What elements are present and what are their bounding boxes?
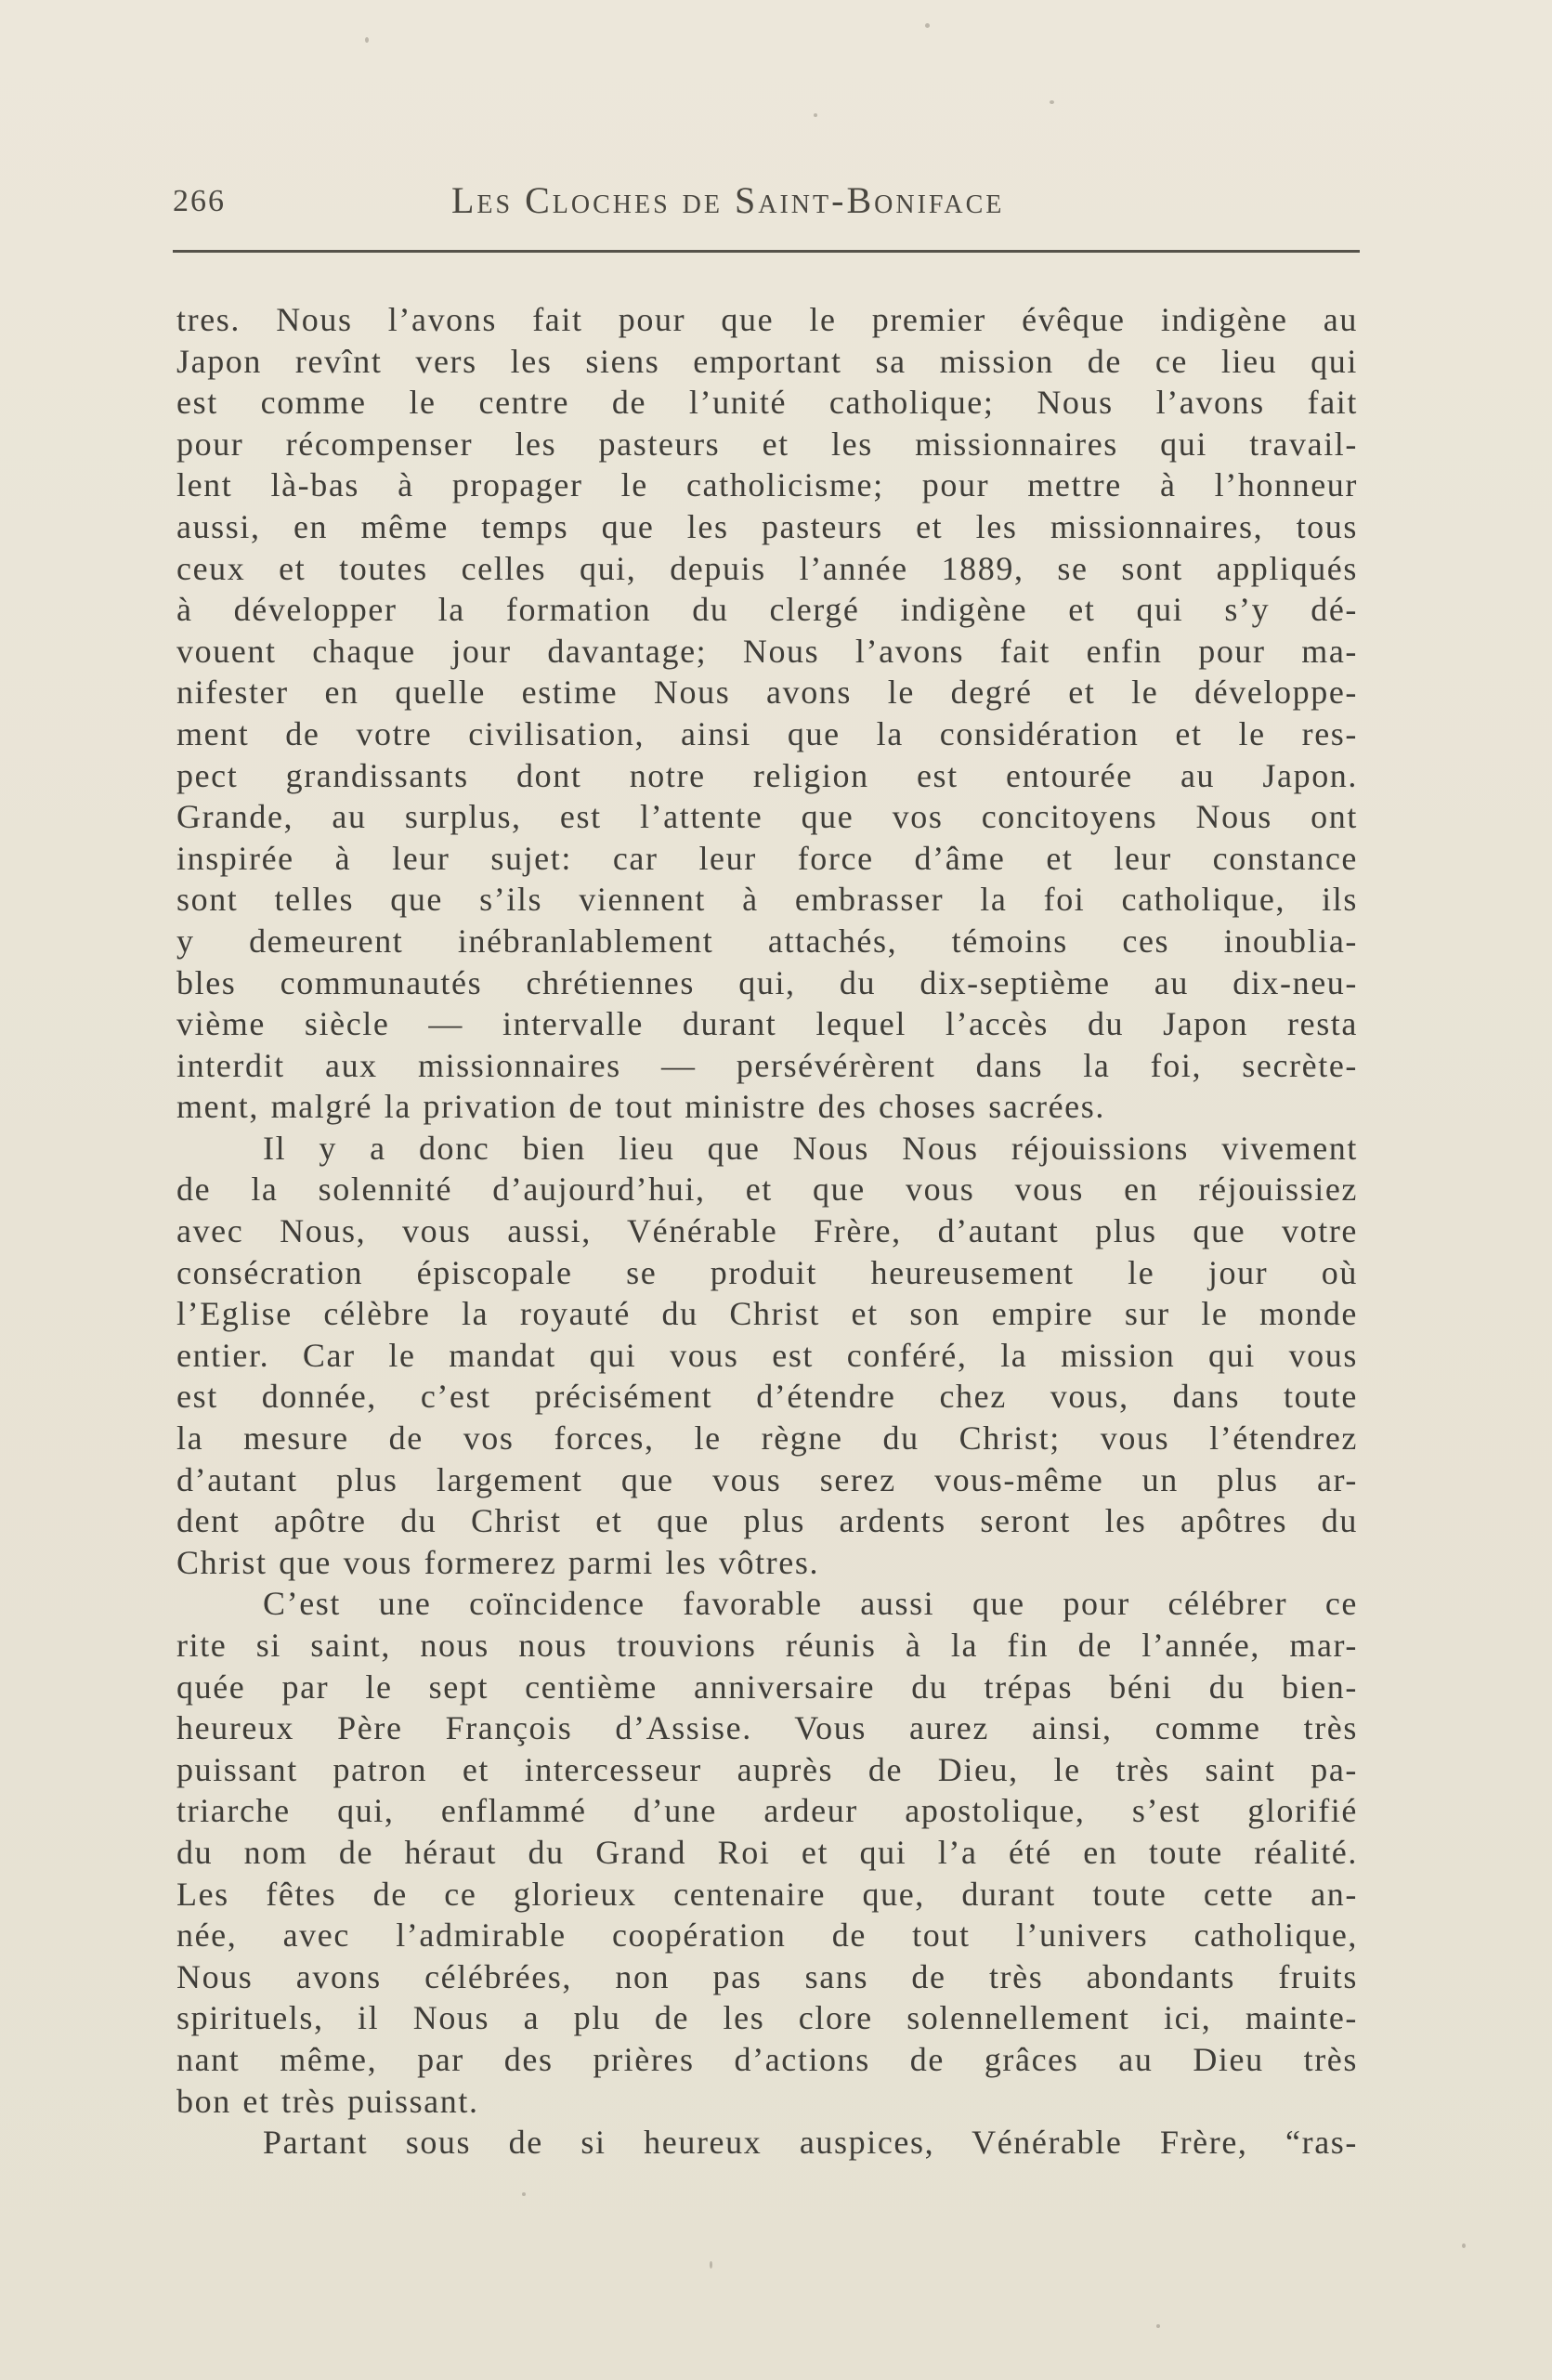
text-line: triarche qui, enflammé d’une ardeur apostolique, s’est glorifié <box>176 1792 1358 1830</box>
paper-speck <box>814 113 817 117</box>
text-line: pour récompenser les pasteurs et les missionnaires qui travail- <box>176 425 1358 463</box>
text-line: tres. Nous l’avons fait pour que le premier évêque indigène au <box>176 301 1358 338</box>
text-line: pect grandissants dont notre religion est entourée au Japon. <box>176 756 1358 794</box>
text-line: interdit aux missionnaires — persévérèrent dans la foi, secrète- <box>176 1046 1358 1084</box>
text-line: inspirée à leur sujet: car leur force d’âme et leur constance <box>176 839 1358 877</box>
text-line: sont telles que s’ils viennent à embrasser la foi catholique, ils <box>176 881 1358 919</box>
paper-speck <box>925 23 930 28</box>
text-line: nant même, par des prières d’actions de grâces au Dieu très <box>176 2040 1358 2078</box>
text-line: vouent chaque jour davantage; Nous l’avons fait enfin pour ma- <box>176 632 1358 670</box>
running-head: Les Cloches de Saint-Boniface <box>451 179 1005 221</box>
text-line: ment, malgré la privation de tout ministre des choses sacrées. <box>176 1088 1105 1126</box>
text-line: C’est une coïncidence favorable aussi que pour célébrer ce <box>263 1585 1358 1623</box>
text-line: lent là-bas à propager le catholicisme; pour mettre à l’honneur <box>176 466 1358 504</box>
text-line: aussi, en même temps que les pasteurs et les missionnaires, tous <box>176 507 1358 545</box>
body-text <box>176 299 1358 2164</box>
text-line: à développer la formation du clergé indigène et qui s’y dé- <box>176 591 1358 629</box>
text-line: y demeurent inébranlablement attachés, témoins ces inoublia- <box>176 922 1358 960</box>
text-line: entier. Car le mandat qui vous est conféré, la mission qui vous <box>176 1336 1358 1374</box>
text-line: Japon revînt vers les siens emportant sa mission de ce lieu qui <box>176 342 1358 380</box>
text-line: ment de votre civilisation, ainsi que la considération et le res- <box>176 714 1358 752</box>
text-line: vième siècle — intervalle durant lequel l’accès du Japon resta <box>176 1005 1358 1043</box>
text-line: spirituels, il Nous a plu de les clore solennellement ici, mainte- <box>176 1999 1358 2037</box>
text-line: quée par le sept centième anniversaire du trépas béni du bien- <box>176 1667 1358 1706</box>
text-line: Les fêtes de ce glorieux centenaire que, durant toute cette an- <box>176 1875 1358 1913</box>
header-rule <box>173 250 1360 253</box>
text-line: est comme le centre de l’unité catholique; Nous l’avons fait <box>176 384 1358 422</box>
text-line: Nous avons célébrées, non pas sans de très abondants fruits <box>176 1957 1358 1995</box>
text-line: d’autant plus largement que vous serez vous-même un plus ar- <box>176 1460 1358 1498</box>
text-line: du nom de héraut du Grand Roi et qui l’a été en toute réalité. <box>176 1833 1358 1871</box>
paper-speck <box>710 2261 712 2269</box>
page-number: 266 <box>173 184 226 218</box>
text-line: consécration épiscopale se produit heureusement le jour où <box>176 1253 1358 1291</box>
paper-speck <box>522 2192 526 2196</box>
text-line: ceux et toutes celles qui, depuis l’année 1889, se sont appliqués <box>176 549 1358 587</box>
text-line: Grande, au surplus, est l’attente que vos concitoyens Nous ont <box>176 798 1358 836</box>
paper-speck <box>1050 100 1054 104</box>
text-line: Partant sous de si heureux auspices, Vénérable Frère, “ras- <box>263 2124 1358 2162</box>
text-line: nifester en quelle estime Nous avons le degré et le développe- <box>176 673 1358 712</box>
text-line: puissant patron et intercesseur auprès de Dieu, le très saint pa- <box>176 1750 1358 1788</box>
page-header <box>173 178 1360 234</box>
text-line: avec Nous, vous aussi, Vénérable Frère, d’autant plus que votre <box>176 1212 1358 1250</box>
text-line: de la solennité d’aujourd’hui, et que vous vous en réjouissiez <box>176 1170 1358 1209</box>
text-line: rite si saint, nous nous trouvions réunis à la fin de l’année, mar- <box>176 1627 1358 1664</box>
paper-speck <box>1462 2243 1466 2248</box>
text-line: bon et très puissant. <box>176 2082 479 2120</box>
text-line: bles communautés chrétiennes qui, du dix-septième au dix-neu- <box>176 963 1358 1001</box>
paper-speck <box>1156 2324 1160 2328</box>
text-line: née, avec l’admirable coopération de tout l’univers catholique, <box>176 1916 1358 1955</box>
text-line: l’Eglise célèbre la royauté du Christ et son empire sur le monde <box>176 1295 1358 1333</box>
text-line: est donnée, c’est précisément d’étendre chez vous, dans toute <box>176 1378 1358 1416</box>
text-line: Il y a donc bien lieu que Nous Nous réjouissions vivement <box>263 1129 1358 1167</box>
text-line: dent apôtre du Christ et que plus ardents seront les apôtres du <box>176 1502 1358 1540</box>
text-line: Christ que vous formerez parmi les vôtres. <box>176 1543 820 1581</box>
text-line: la mesure de vos forces, le règne du Christ; vous l’étendrez <box>176 1419 1358 1458</box>
text-line: heureux Père François d’Assise. Vous aurez ainsi, comme très <box>176 1709 1358 1747</box>
paper-speck <box>365 37 369 43</box>
